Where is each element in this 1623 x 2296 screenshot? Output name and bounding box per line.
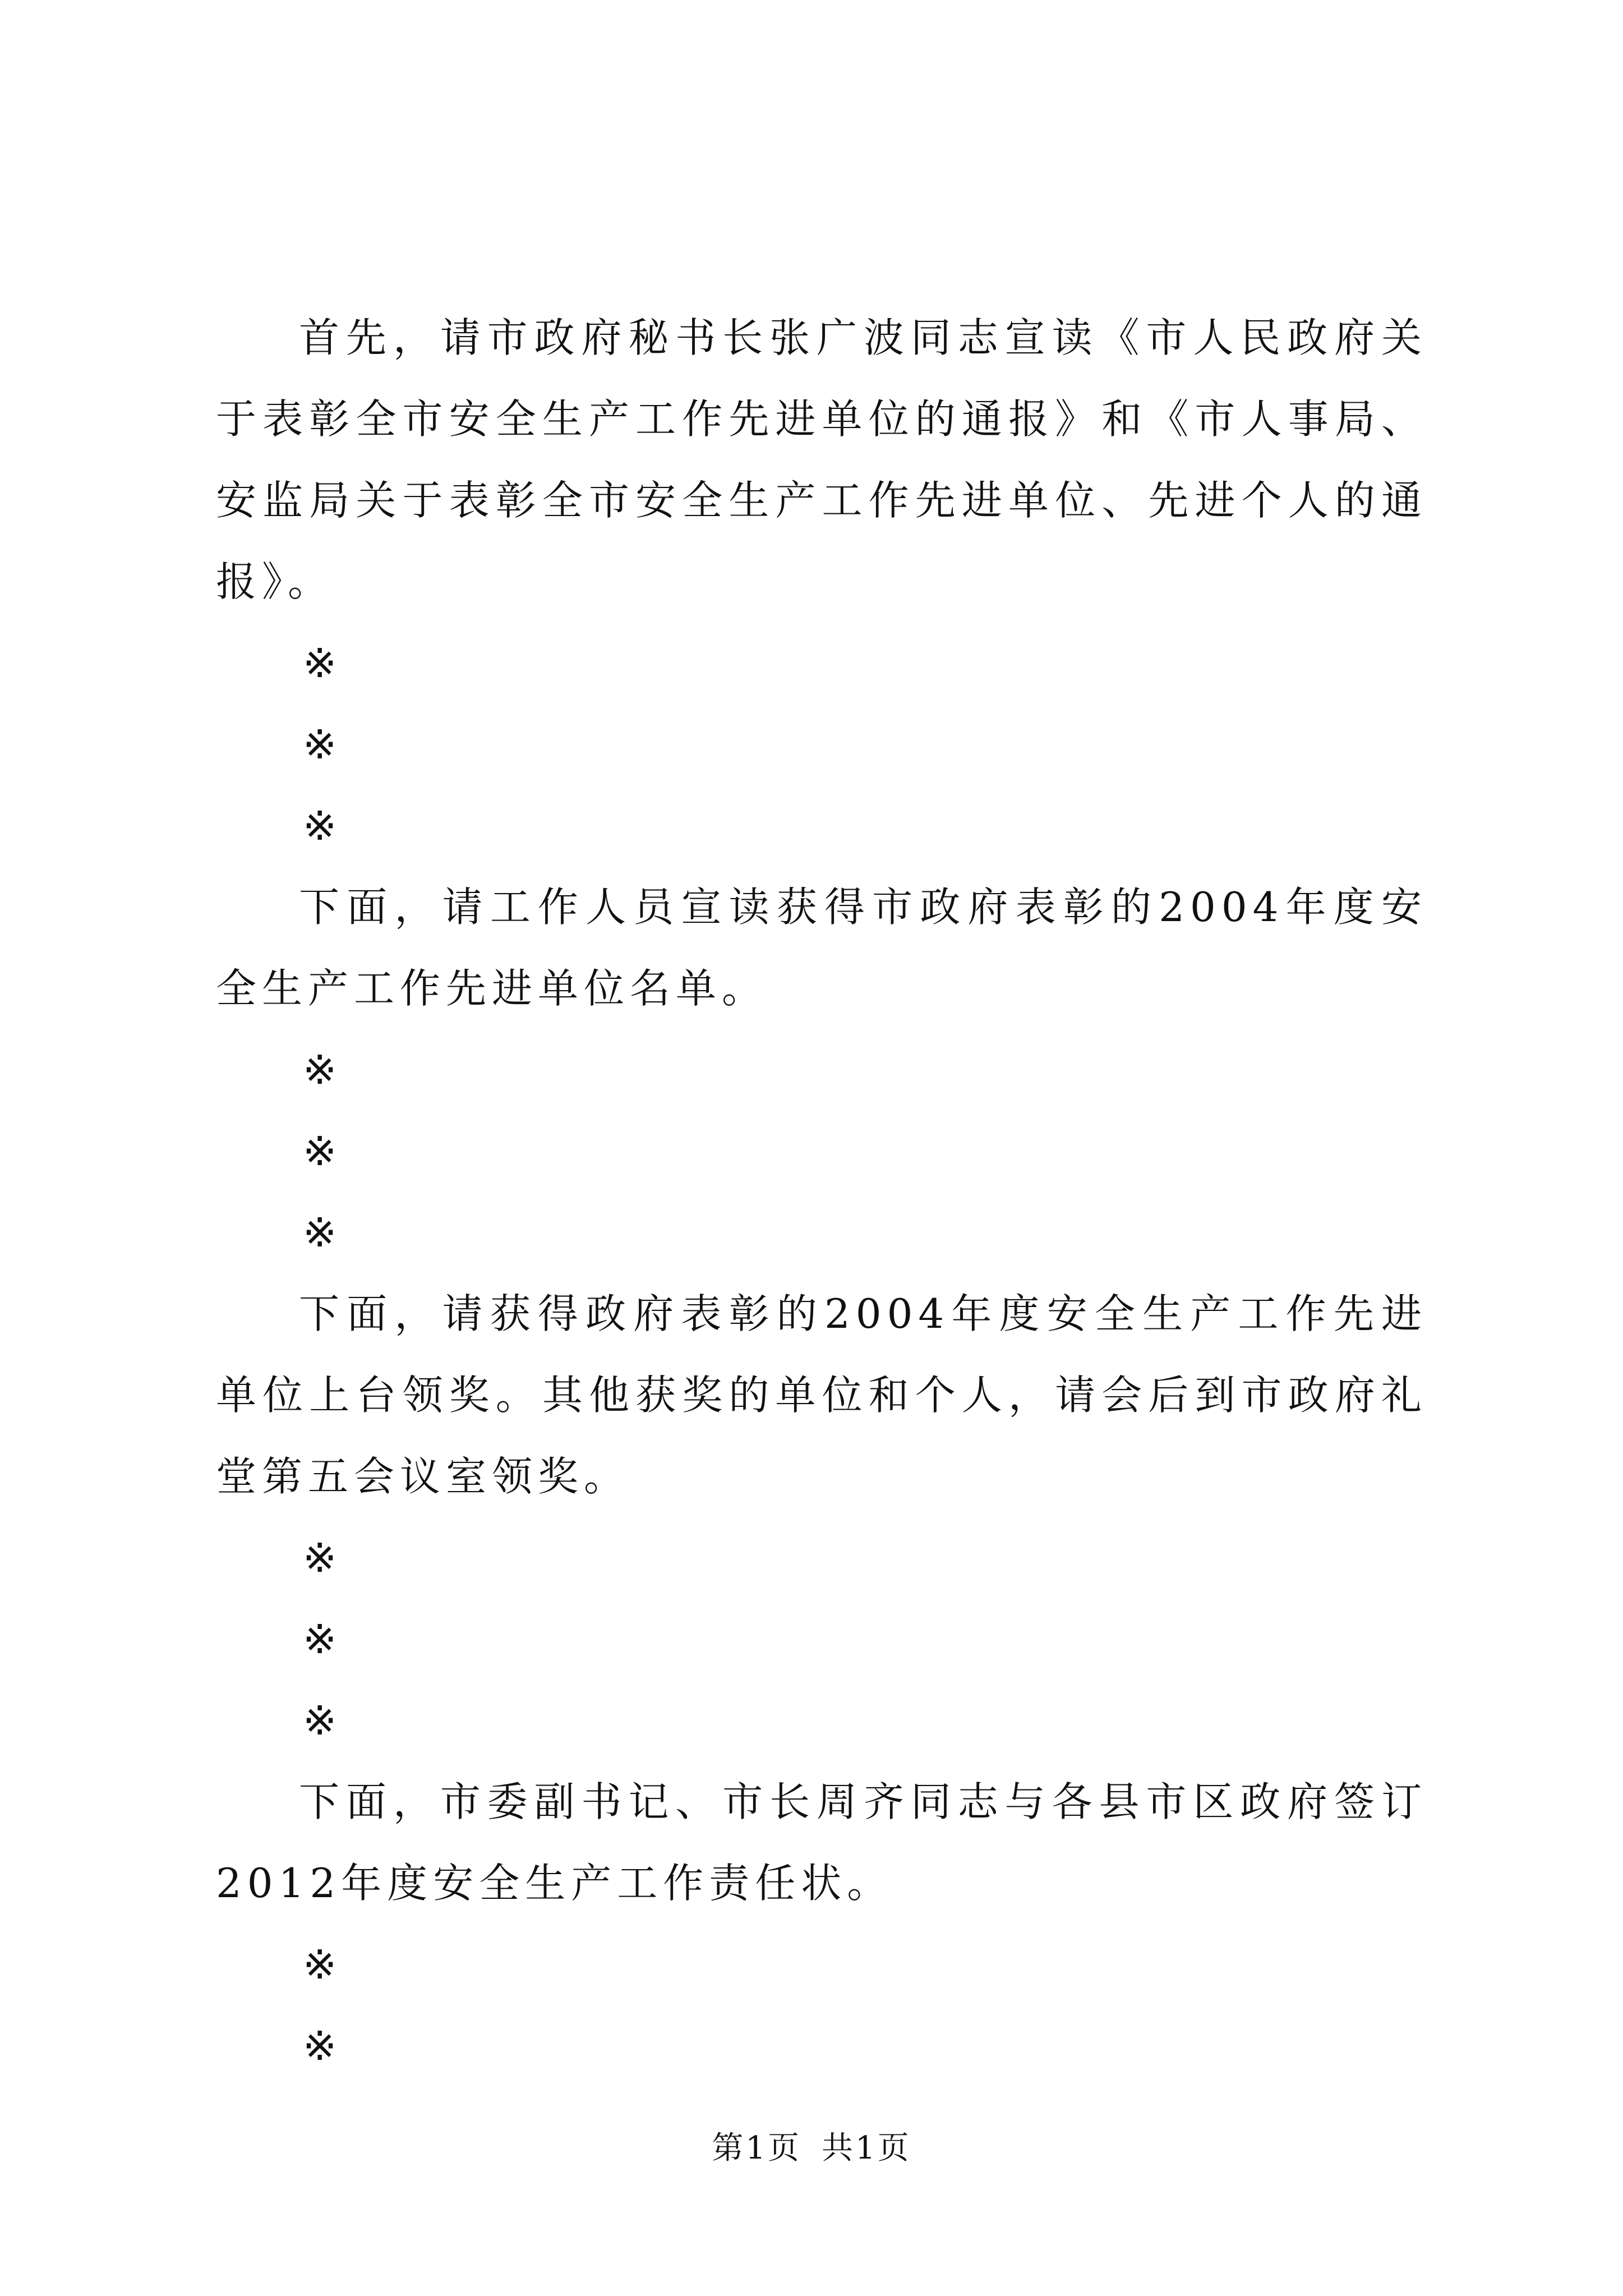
page-total: 共1页 — [822, 2130, 911, 2166]
paragraph-3: 下面，请获得政府表彰的2004年度安全生产工作先进单位上台领奖。其他获奖的单位和个人，请会后到市政府礼堂第五会议室领奖。 — [216, 1290, 1427, 1500]
separator-mark: ※ — [303, 802, 337, 849]
separator-mark: ※ — [303, 639, 337, 687]
document-body — [216, 297, 1427, 2087]
separator-mark: ※ — [303, 1128, 337, 1175]
page-footer — [0, 2126, 1623, 2171]
separator-mark: ※ — [303, 1697, 337, 1744]
separator-mark: ※ — [303, 2022, 337, 2069]
separator-mark: ※ — [303, 1209, 337, 1256]
paragraph-4: 下面，市委副书记、市长周齐同志与各县市区政府签订2012年度安全生产工作责任状。 — [216, 1778, 1427, 1907]
separator-mark: ※ — [303, 1534, 337, 1581]
paragraph-1: 首先，请市政府秘书长张广波同志宣读《市人民政府关于表彰全市安全生产工作先进单位的通报》和《市人事局、安监局关于表彰全市安全生产工作先进单位、先进个人的通报》。 — [216, 314, 1427, 605]
separator-mark: ※ — [303, 1616, 337, 1663]
separator-mark: ※ — [303, 1046, 337, 1093]
separator-mark: ※ — [303, 1941, 337, 1988]
separator-mark: ※ — [303, 721, 337, 768]
paragraph-2: 下面，请工作人员宣读获得市政府表彰的2004年度安全生产工作先进单位名单。 — [216, 884, 1427, 1012]
page-number: 第1页 — [712, 2130, 801, 2166]
